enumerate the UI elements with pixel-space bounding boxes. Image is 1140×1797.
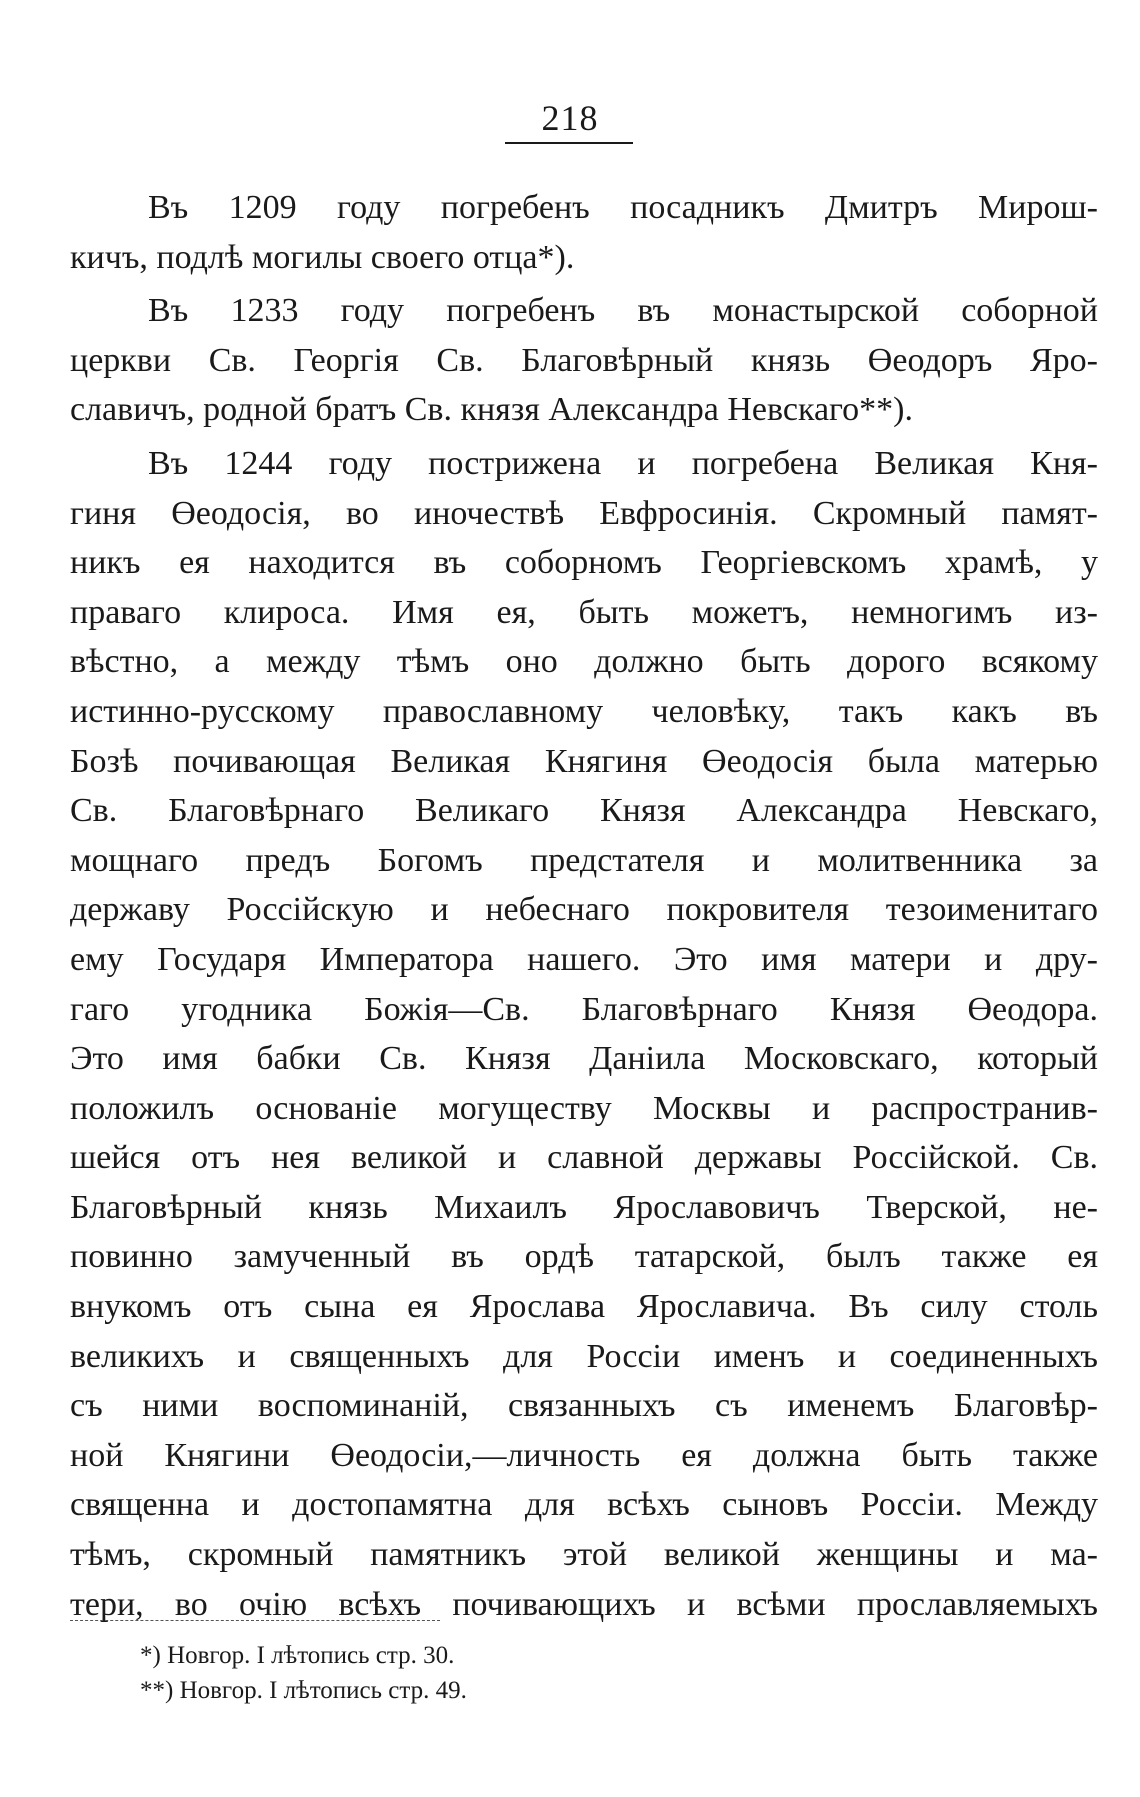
- text-line: шейся отъ нея великой и славной державы Россійской. Св.: [70, 1139, 1098, 1177]
- text-line: повинно замученный въ ордѣ татарской, былъ также ея: [70, 1238, 1098, 1276]
- text-line: вѣстно, а между тѣмъ оно должно быть дорого всякому: [70, 643, 1098, 681]
- text-line: Благовѣрный князь Михаилъ Ярославовичъ Тверской, не-: [70, 1188, 1098, 1226]
- body-text: [70, 183, 1098, 1633]
- text-line: тѣмъ, скромный памятникъ этой великой женщины и ма-: [70, 1536, 1098, 1574]
- text-line: гиня Өеодосія, во иночествѣ Евфросинія. Скромный памят-: [70, 494, 1098, 532]
- text-line: Въ 1244 году пострижена и погребена Великая Кня-: [148, 444, 1098, 482]
- text-line: внукомъ отъ сына ея Ярослава Ярославича. Въ силу столь: [70, 1288, 1098, 1326]
- text-line: церкви Св. Георгія Св. Благовѣрный князь Өеодоръ Яро-: [70, 341, 1098, 379]
- paragraph-3: [70, 439, 1098, 1629]
- footnote-separator: [70, 1620, 440, 1621]
- text-line: кичъ, подлѣ могилы своего отца*).: [70, 238, 575, 276]
- text-line: Св. Благовѣрнаго Великаго Князя Александра Невскаго,: [70, 792, 1098, 830]
- page-number: 218: [541, 98, 599, 138]
- text-line: великихъ и священныхъ для Россіи именъ и соединенныхъ: [70, 1337, 1098, 1375]
- footnote-2: **) Новгор. I лѣтопись стр. 49.: [140, 1677, 467, 1704]
- text-line: священна и достопамятна для всѣхъ сыновъ Россіи. Между: [70, 1486, 1098, 1524]
- text-line: Бозѣ почивающая Великая Княгиня Өеодосія была матерью: [70, 742, 1098, 780]
- text-line: ной Княгини Өеодосіи,—личность ея должна быть также: [70, 1436, 1098, 1474]
- footnotes: [140, 1638, 840, 1708]
- text-line: мощнаго предъ Богомъ предстателя и молитвенника за: [70, 841, 1098, 879]
- text-line: никъ ея находится въ соборномъ Георгіевскомъ храмѣ, у: [70, 544, 1098, 582]
- text-line: гаго угодника Божія—Св. Благовѣрнаго Князя Өеодора.: [70, 990, 1098, 1028]
- text-line: славичъ, родной братъ Св. князя Александра Невскаго**).: [70, 391, 913, 429]
- text-line: праваго клироса. Имя ея, быть можетъ, немногимъ из-: [70, 593, 1098, 631]
- text-line: съ ними воспоминаній, связанныхъ съ именемъ Благовѣр-: [70, 1387, 1098, 1425]
- text-line: истинно-русскому православному человѣку, такъ какъ въ: [70, 692, 1098, 730]
- text-line: Это имя бабки Св. Князя Даніила Московскаго, который: [70, 1040, 1098, 1078]
- text-line: державу Россійскую и небеснаго покровителя тезоименитаго: [70, 891, 1098, 929]
- text-line: Въ 1233 году погребенъ въ монастырской соборной: [148, 292, 1098, 330]
- text-line: Въ 1209 году погребенъ посадникъ Дмитръ Мирош-: [148, 189, 1098, 226]
- page-number-underline: [505, 142, 633, 144]
- text-line: ему Государя Императора нашего. Это имя матери и дру-: [70, 940, 1098, 978]
- paragraph-1: [70, 183, 1098, 282]
- text-line: тери, во очію всѣхъ почивающихъ и всѣми прославляемыхъ: [70, 1585, 1098, 1623]
- paragraph-2: [70, 286, 1098, 435]
- text-line: положилъ основаніе могуществу Москвы и распространив-: [70, 1089, 1098, 1127]
- footnote-1: *) Новгор. I лѣтопись стр. 30.: [140, 1642, 455, 1669]
